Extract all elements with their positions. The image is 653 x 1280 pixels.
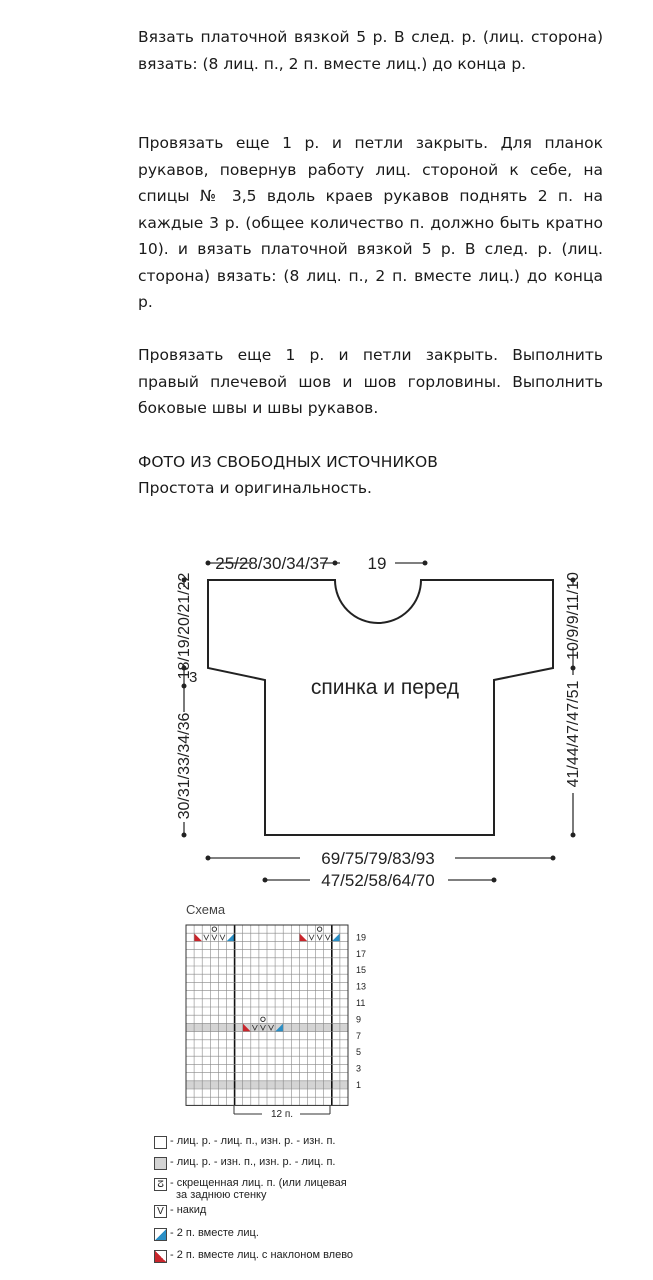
yarn-over-mark <box>212 935 217 940</box>
photo-caption: Простота и оригинальность. <box>138 479 372 497</box>
dim-top-neck: 19 <box>367 554 387 573</box>
dim-bottom-wide: 69/75/79/83/93 <box>321 849 435 868</box>
k2tog-blue-icon <box>154 1228 167 1241</box>
dim-top-left: 25/28/30/34/37 <box>215 554 329 573</box>
row-number: 19 <box>356 932 367 943</box>
repeat-label: 12 п. <box>270 1109 294 1120</box>
row-number: 3 <box>356 1063 362 1074</box>
k2tog-mark <box>227 933 235 941</box>
yarn-over-mark <box>317 935 322 940</box>
grey-square-icon <box>154 1157 167 1170</box>
paragraph-2: Провязать еще 1 р. и петли закрыть. Для планок рукавов, повернув работу лиц. стороной к себе, на спицы № 3,5 вдоль краев рукавов поднять 2 п. на каждые 3 р. (общее количество п. должно быть кратно 10). и вязать платочной вязкой 5 р. В след. р. (лиц. сторона) вязать: (8 лиц. п., 2 п. вместе лиц.) до конца р. <box>138 134 603 311</box>
dim-right-upper: 10/9/9/11/10 <box>565 572 582 660</box>
row-number: 17 <box>356 948 367 959</box>
dim-left-lower: 30/31/33/34/36 <box>176 712 193 820</box>
yarn-over-mark <box>204 935 209 940</box>
row-number: 11 <box>356 998 366 1008</box>
knitting-chart <box>0 900 653 1130</box>
row-number: 15 <box>356 965 367 976</box>
dim-left-small: 3 <box>189 669 198 686</box>
twisted-stitch-mark <box>212 927 216 931</box>
row-number: 1 <box>356 1080 362 1090</box>
k2tog-mark <box>332 933 340 941</box>
yarn-over-icon: V <box>154 1205 167 1218</box>
chart-title: Схема <box>186 902 226 917</box>
paragraph-1: Вязать платочной вязкой 5 р. В след. р. (лиц. сторона) вязать: (8 лиц. п., 2 п. вместе лиц.) до конца р. <box>138 28 603 73</box>
garment-pattern <box>0 540 653 900</box>
photo-heading: ФОТО ИЗ СВОБОДНЫХ ИСТОЧНИКОВ <box>138 453 438 471</box>
dim-bottom-narrow: 47/52/58/64/70 <box>321 871 435 890</box>
pattern-label: спинка и перед <box>310 676 460 699</box>
row-number: 5 <box>356 1047 362 1058</box>
dim-right-lower: 41/44/47/47/51 <box>565 680 582 788</box>
ssk-mark <box>194 933 202 941</box>
twisted-stitch-mark <box>317 927 321 931</box>
ssk-mark <box>299 933 307 941</box>
ssk-red-icon <box>154 1250 167 1263</box>
paragraph-3: Провязать еще 1 р. и петли закрыть. Выполнить правый плечевой шов и шов горловины. Выполнить боковые швы и швы рукавов. <box>138 346 603 417</box>
row-number: 13 <box>356 981 367 992</box>
twisted-stitch-mark <box>261 1017 265 1021</box>
garment-outline <box>208 580 553 835</box>
row-number: 7 <box>356 1030 362 1041</box>
row-number: 9 <box>356 1014 362 1025</box>
yarn-over-mark <box>309 935 314 940</box>
white-square-icon <box>154 1136 167 1149</box>
legend: - лиц. р. - лиц. п., изн. р. - изн. п. - лиц. р. - изн. п., изн. р. - лиц. п. ⵒ - скрещенная лиц. п. (или лицевая за заднюю стенку V - накид - 2 п. вместе лиц. - 2 п. вместе лиц. с наклоном влево <box>154 1133 414 1253</box>
yarn-over-mark <box>220 935 225 940</box>
dim-left-upper: 18/19/20/21/22 <box>176 572 193 680</box>
twisted-stitch-icon: ⵒ <box>154 1178 167 1191</box>
yarn-over-mark <box>325 935 330 940</box>
